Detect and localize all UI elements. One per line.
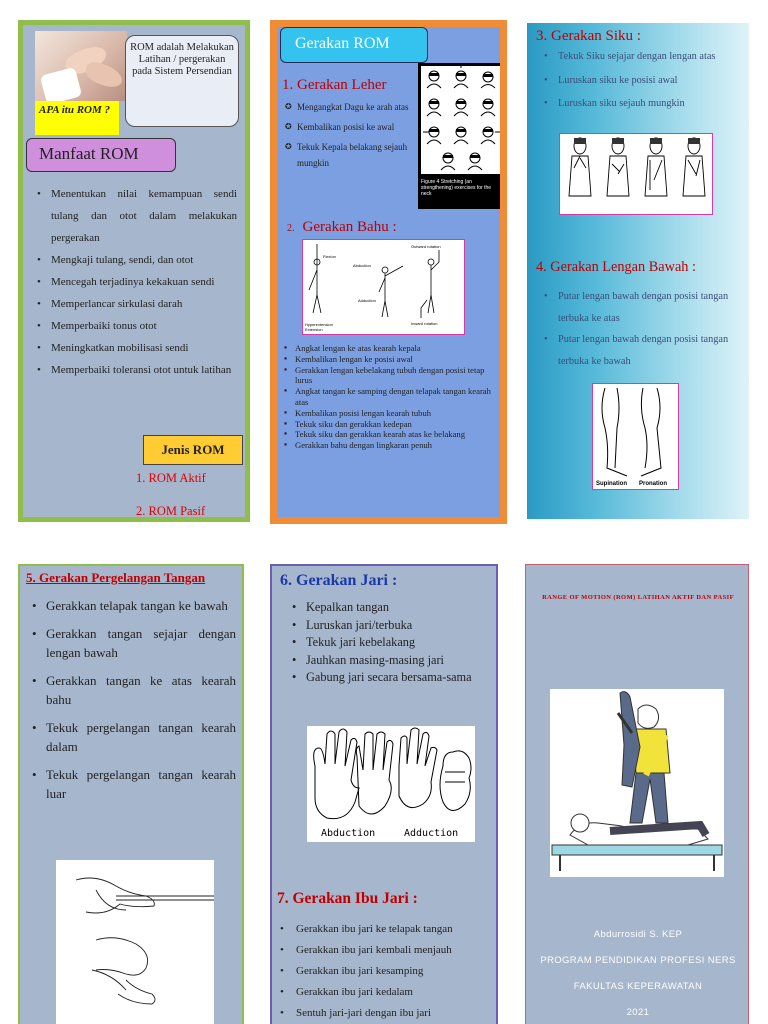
cover-title: RANGE OF MOTION (ROM) LATIHAN AKTIF DAN PASIF bbox=[542, 594, 734, 601]
finger-exercise-illustration bbox=[307, 726, 475, 842]
elbow-exercise-illustration bbox=[559, 133, 713, 215]
list-item: • Gerakkan ibu jari kembali menjauh bbox=[294, 940, 494, 961]
wrist-figures-icon bbox=[56, 860, 214, 1024]
shoulder-label-outward: Outward rotation bbox=[411, 244, 441, 249]
wrist-exercise-illustration bbox=[56, 860, 214, 1024]
list-item: • Gerakkan ibu jari kedalam bbox=[294, 982, 494, 1003]
list-item: • Putar lengan bawah dengan posisi tangan terbuka ke atas bbox=[558, 286, 748, 329]
shoulder-label-abduction: Abduction bbox=[353, 263, 371, 268]
rom-aktif-item: 1. ROM Aktif bbox=[136, 471, 206, 485]
passive-rom-illustration bbox=[550, 689, 724, 877]
manfaat-list bbox=[51, 183, 237, 381]
list-item: • Mencegah terjadinya kekakuan sendi bbox=[51, 271, 237, 293]
list-item: • Gerakkan telapak tangan ke bawah bbox=[46, 596, 236, 615]
neck-heading: 1. Gerakan Leher bbox=[282, 77, 387, 93]
panel-siku-lengan bbox=[527, 23, 749, 519]
neck-exercise-illustration bbox=[418, 63, 505, 209]
list-item: • Sentuh jari-jari dengan ibu jari bbox=[294, 1003, 494, 1024]
list-item: • Luruskan siku sejauh mungkin bbox=[558, 97, 748, 111]
elbow-heading: 3. Gerakan Siku : bbox=[536, 28, 641, 44]
wrist-list bbox=[46, 596, 236, 812]
list-item: ✪ Mengangkat Dagu ke arah atas bbox=[297, 99, 422, 115]
shoulder-label-inward: Inward rotation bbox=[411, 321, 438, 326]
list-item: • Mengkaji tulang, sendi, dan otot bbox=[51, 249, 237, 271]
elbow-figures-icon bbox=[560, 134, 712, 214]
finger-list bbox=[306, 599, 494, 687]
list-item: ▪ Gerakkan lengan kebelakang tubuh dengan posisi tetap lurus bbox=[295, 365, 500, 387]
list-item: • Kepalkan tangan bbox=[306, 599, 494, 617]
shoulder-exercise-illustration bbox=[302, 239, 465, 335]
list-item: ▪ Gerakkan bahu dengan lingkaran penuh bbox=[295, 440, 500, 451]
list-item: • Memperbaiki tonus otot bbox=[51, 315, 237, 337]
thumb-heading: 7. Gerakan Ibu Jari : bbox=[277, 890, 418, 907]
neck-list bbox=[297, 99, 422, 171]
finger-figures-icon bbox=[307, 726, 475, 842]
list-item: ▪ Angkat tangan ke samping dengan telapak tangan kearah atas bbox=[295, 386, 500, 408]
list-item: ▪ Tekuk siku dan gerakkan kearah atas ke belakang bbox=[295, 429, 500, 440]
list-item: • Tekuk pergelangan tangan kearah dalam bbox=[46, 718, 236, 756]
list-item: • Memperbaiki toleransi otot untuk latihan bbox=[51, 359, 237, 381]
year: 2021 bbox=[626, 1007, 650, 1018]
forearm-figures-icon bbox=[593, 384, 678, 489]
panel-cover bbox=[525, 564, 749, 1024]
list-item: • Gerakkan tangan sejajar dengan lengan bawah bbox=[46, 624, 236, 662]
wrist-heading: 5. Gerakan Pergelangan Tangan bbox=[26, 570, 206, 585]
list-item: ▪ Kembalikan lengan ke posisi awal bbox=[295, 354, 500, 365]
neck-figures-icon bbox=[421, 66, 502, 174]
list-item: • Putar lengan bawah dengan posisi tangan terbuka ke bawah bbox=[558, 329, 748, 372]
elbow-list bbox=[558, 50, 748, 111]
list-item: • Tekuk Siku sejajar dengan lengan atas bbox=[558, 50, 748, 64]
manfaat-rom-heading: Manfaat ROM bbox=[26, 138, 176, 172]
panel-gerakan-rom bbox=[270, 20, 507, 524]
finger-abduction-label: Abduction bbox=[321, 828, 376, 839]
forearm-heading: 4. Gerakan Lengan Bawah : bbox=[536, 259, 696, 275]
panel-apa-itu-rom bbox=[18, 20, 250, 522]
supination-label: Supination bbox=[596, 481, 627, 487]
shoulder-label-extension: Extension bbox=[305, 327, 323, 332]
list-item: • Gabung jari secara bersama-sama bbox=[306, 669, 494, 687]
shoulder-number: 2. bbox=[287, 223, 295, 234]
shoulder-heading bbox=[287, 219, 397, 236]
list-item: • Memperlancar sirkulasi darah bbox=[51, 293, 237, 315]
shoulder-label-hyperextension: Hyperextension bbox=[305, 322, 333, 327]
shoulder-list bbox=[295, 343, 500, 451]
hands-photo bbox=[35, 31, 127, 101]
rom-pasif-item: 2. ROM Pasif bbox=[136, 504, 206, 518]
list-item: • Jauhkan masing-masing jari bbox=[306, 652, 494, 670]
author-name: Abdurrosidi S. KEP bbox=[593, 929, 683, 940]
list-item: • Tekuk pergelangan tangan kearah luar bbox=[46, 765, 236, 803]
list-item: ✪ Tekuk Kepala belakang sejauh mungkin bbox=[297, 139, 422, 171]
list-item: ✪ Kembalikan posisi ke awal bbox=[297, 119, 422, 135]
list-item: • Meningkatkan mobilisasi sendi bbox=[51, 337, 237, 359]
apa-itu-rom-label: APA itu ROM ? bbox=[35, 101, 119, 135]
panel-jari bbox=[270, 564, 498, 1024]
faculty-name: FAKULTAS KEPERAWATAN bbox=[573, 981, 703, 992]
list-item: • Gerakkan tangan ke atas kearah bahu bbox=[46, 671, 236, 709]
list-item: • Tekuk jari kebelakang bbox=[306, 634, 494, 652]
shoulder-heading-text: Gerakan Bahu : bbox=[302, 219, 397, 235]
panel-pergelangan-tangan bbox=[18, 564, 244, 1024]
list-item: • Luruskan siku ke posisi awal bbox=[558, 74, 748, 88]
pronation-label: Pronation bbox=[639, 481, 667, 487]
finger-adduction-label: Adduction bbox=[404, 828, 459, 839]
list-item: ▪ Angkat lengan ke atas kearah kepala bbox=[295, 343, 500, 354]
thumb-list bbox=[294, 919, 494, 1024]
shoulder-label-flexion: Flexion bbox=[323, 254, 336, 259]
forearm-exercise-illustration bbox=[592, 383, 679, 490]
therapist-patient-icon bbox=[550, 689, 724, 877]
list-item: • Menentukan nilai kemampuan sendi tulang dan otot dalam melakukan pergerakan bbox=[51, 183, 237, 249]
rom-definition-box: ROM adalah Melakukan Latihan / pergerakan pada Sistem Persendian bbox=[125, 35, 239, 127]
program-name: PROGRAM PENDIDIKAN PROFESI NERS bbox=[540, 955, 736, 966]
jenis-rom-heading: Jenis ROM bbox=[143, 435, 243, 465]
gerakan-rom-title: Gerakan ROM bbox=[280, 27, 428, 63]
list-item: ▪ Kembalikan posisi lengan kearah tubuh bbox=[295, 408, 500, 419]
shoulder-figures-icon bbox=[303, 240, 464, 334]
neck-figure-caption: Figure 4 Stretching (an strengthening) exercises for the neck bbox=[421, 179, 492, 197]
shoulder-label-adduction: Adduction bbox=[358, 298, 376, 303]
finger-heading: 6. Gerakan Jari : bbox=[280, 572, 398, 589]
list-item: • Luruskan jari/terbuka bbox=[306, 617, 494, 635]
list-item: ▪ Tekuk siku dan gerakkan kedepan bbox=[295, 419, 500, 430]
forearm-list bbox=[558, 286, 748, 372]
list-item: • Gerakkan ibu jari ke telapak tangan bbox=[294, 919, 494, 940]
list-item: • Gerakkan ibu jari kesamping bbox=[294, 961, 494, 982]
